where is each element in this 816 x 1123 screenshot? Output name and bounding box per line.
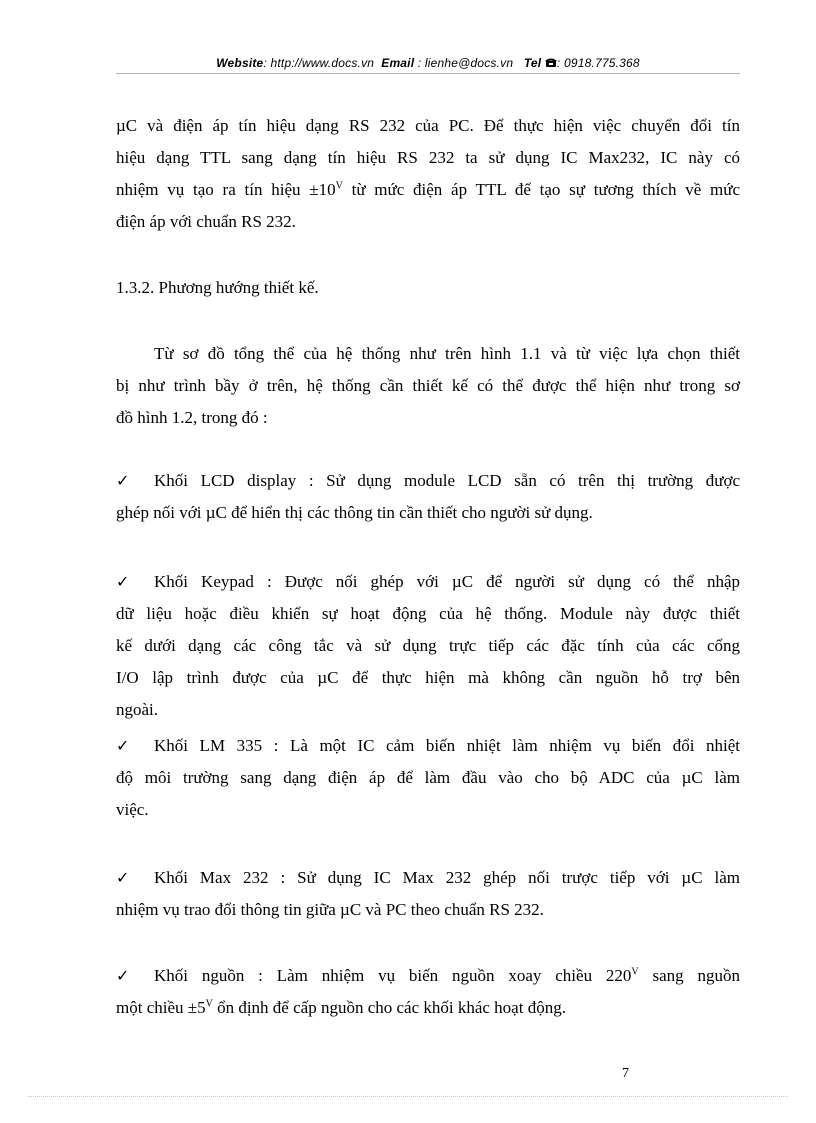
header-divider xyxy=(116,73,740,74)
section-heading: 1.3.2. Phương hướng thiết kế. xyxy=(116,278,319,297)
website-label: Website xyxy=(216,56,264,70)
text-line: ✓ Khối nguồn : Làm nhiệm vụ biến nguồn xoay chiều $220^V$ sang nguồn xyxy=(116,960,740,992)
checkmark-icon: ✓ xyxy=(116,572,130,591)
text-line: µC và điện áp tín hiệu dạng RS 232 của PC. Để thực hiện việc chuyển đổi tín xyxy=(116,116,740,135)
paragraph-2 xyxy=(116,338,740,434)
text-line: bị như trình bầy ở trên, hệ thống cần thiết kế có thể được thể hiện như trong sơ xyxy=(116,376,740,395)
phone-icon xyxy=(545,57,557,68)
text-line: việc. xyxy=(116,800,149,819)
text-line: hiệu dạng TTL sang dạng tín hiệu RS 232 ta sử dụng IC Max232, IC này có xyxy=(116,148,740,167)
bullet-lcd xyxy=(116,465,740,529)
text-line: đồ hình 1.2, trong đó : xyxy=(116,408,268,427)
email-label: Email xyxy=(381,56,415,70)
checkmark-icon: ✓ xyxy=(116,471,130,490)
text-line: dữ liệu hoặc điều khiển sự hoạt động của hệ thống. Module này được thiết xyxy=(116,604,740,623)
text-line: ngoài. xyxy=(116,700,159,719)
bullet-max232 xyxy=(116,862,740,926)
email-value: : lienhe@docs.vn xyxy=(417,56,514,70)
text-line: kế dưới dạng các công tắc và sử dụng trực tiếp các đặc tính của các cổng xyxy=(116,636,740,655)
tel-label: Tel xyxy=(523,56,542,70)
bullet-lm335 xyxy=(116,730,740,826)
page-bottom-divider xyxy=(28,1096,788,1097)
page-number: 7 xyxy=(622,1066,629,1081)
text-line: ✓ Khối Keypad : Được nối ghép với µC để người sử dụng có thể nhập xyxy=(116,566,740,598)
checkmark-icon: ✓ xyxy=(116,966,130,985)
text-line: ✓ Khối Max 232 : Sử dụng IC Max 232 ghép nối trược tiếp với µC làm xyxy=(116,862,740,894)
checkmark-icon: ✓ xyxy=(116,736,130,755)
text-line: Từ sơ đồ tổng thể của hệ thống như trên hình 1.1 và từ việc lựa chọn thiết xyxy=(154,344,740,363)
text-line: nhiệm vụ tạo ra tín hiệu $\pm 10^V$ từ mức điện áp TTL để tạo sự tương thích về mức xyxy=(116,180,741,199)
text-line: I/O lập trình được của µC để thực hiện mà không cần nguồn hỗ trợ bên xyxy=(116,668,740,687)
page-header xyxy=(116,56,740,70)
bullet-power xyxy=(116,960,740,1024)
text-line: điện áp với chuẩn RS 232. xyxy=(116,212,296,231)
text-line: độ môi trường sang dạng điện áp để làm đầu vào cho bộ ADC của µC làm xyxy=(116,768,740,787)
text-line: ghép nối với µC để hiển thị các thông tin cần thiết cho người sử dụng. xyxy=(116,503,593,522)
paragraph-1 xyxy=(116,110,740,238)
bullet-keypad xyxy=(116,566,740,726)
text-line: ✓ Khối LM 335 : Là một IC cảm biến nhiệt làm nhiệm vụ biến đổi nhiệt xyxy=(116,730,740,762)
text-line: một chiều $\pm 5^V$ ổn định để cấp nguồn cho các khối khác hoạt động. xyxy=(116,998,566,1017)
tel-value: : 0918.775.368 xyxy=(556,56,640,70)
text-line: nhiệm vụ trao đổi thông tin giữa µC và PC theo chuẩn RS 232. xyxy=(116,900,544,919)
text-line: ✓ Khối LCD display : Sử dụng module LCD sẵn có trên thị trường được xyxy=(116,465,740,497)
website-value: : http://www.docs.vn xyxy=(263,56,375,70)
checkmark-icon: ✓ xyxy=(116,868,130,887)
